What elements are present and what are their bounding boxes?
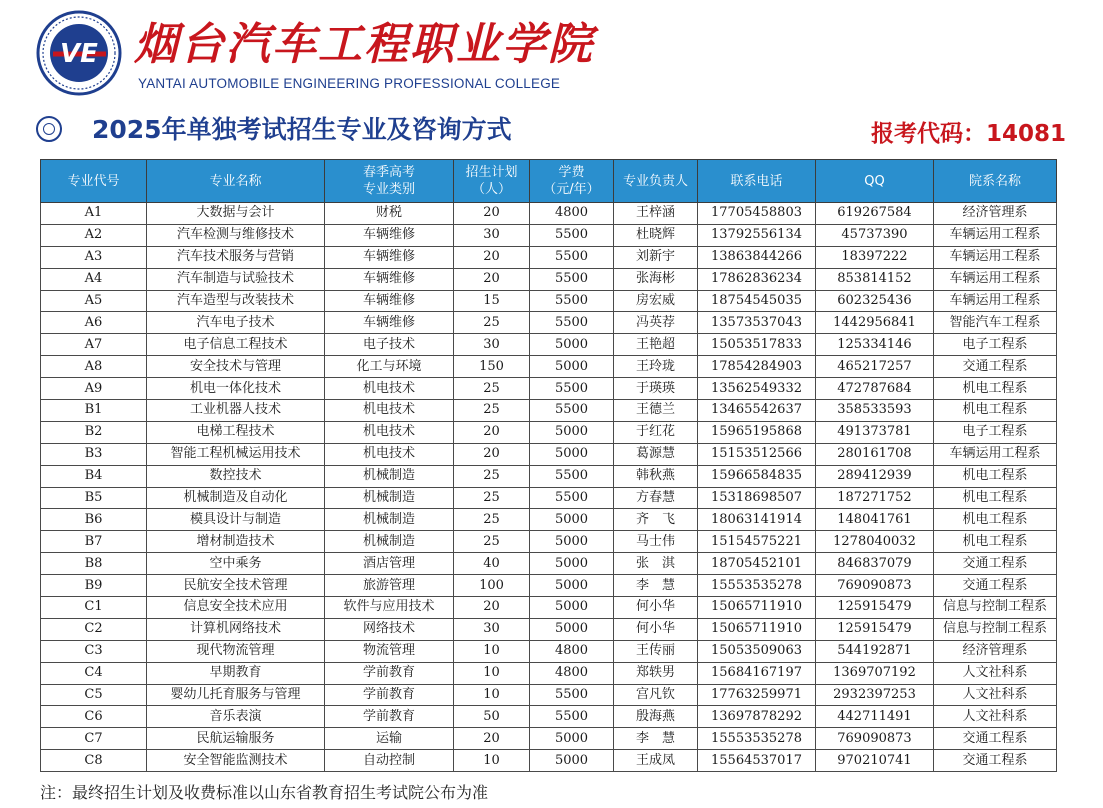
cell-qq: 544192871 [816,640,934,662]
table-body [41,203,1057,772]
cell-qq: 289412939 [816,465,934,487]
cell-phone: 15553535278 [698,728,816,750]
cell-code: A9 [41,378,147,400]
cell-qq: 769090873 [816,575,934,597]
cell-dept: 车辆运用工程系 [934,224,1057,246]
cell-major-name: 工业机器人技术 [147,400,325,422]
cell-fee: 5500 [530,465,614,487]
cell-fee: 5000 [530,728,614,750]
cell-code: A7 [41,334,147,356]
cell-leader: 杜晓辉 [614,224,698,246]
cell-fee: 5500 [530,487,614,509]
cell-qq: 358533593 [816,400,934,422]
cell-plan: 20 [454,728,530,750]
cell-dept: 交通工程系 [934,553,1057,575]
cell-qq: 602325436 [816,290,934,312]
cell-major-name: 汽车造型与改装技术 [147,290,325,312]
cell-code: A3 [41,246,147,268]
cell-major-name: 现代物流管理 [147,640,325,662]
cell-dept: 人文社科系 [934,684,1057,706]
cell-plan: 20 [454,268,530,290]
cell-major-name: 机电一体化技术 [147,378,325,400]
cell-leader: 马士伟 [614,531,698,553]
table-row [41,684,1057,706]
college-emblem-icon [36,10,122,96]
cell-code: B8 [41,553,147,575]
cell-phone: 18063141914 [698,509,816,531]
cell-category: 酒店管理 [325,553,454,575]
col-header-qq: QQ [816,160,934,203]
cell-fee: 5000 [530,334,614,356]
table-row [41,728,1057,750]
cell-qq: 18397222 [816,246,934,268]
cell-phone: 15564537017 [698,750,816,772]
cell-plan: 25 [454,400,530,422]
cell-fee: 5000 [530,356,614,378]
cell-plan: 20 [454,421,530,443]
cell-plan: 100 [454,575,530,597]
cell-fee: 5500 [530,312,614,334]
cell-leader: 齐 飞 [614,509,698,531]
cell-major-name: 大数据与会计 [147,203,325,225]
col-header-dept: 院系名称 [934,160,1057,203]
cell-category: 自动控制 [325,750,454,772]
cell-dept: 交通工程系 [934,750,1057,772]
cell-category: 旅游管理 [325,575,454,597]
cell-category: 电子技术 [325,334,454,356]
table-row [41,640,1057,662]
cell-code: A6 [41,312,147,334]
cell-leader: 王德兰 [614,400,698,422]
cell-code: A8 [41,356,147,378]
cell-major-name: 电梯工程技术 [147,421,325,443]
table-header-row [41,160,1057,203]
cell-plan: 10 [454,640,530,662]
table-row [41,575,1057,597]
cell-qq: 45737390 [816,224,934,246]
cell-qq: 491373781 [816,421,934,443]
cell-major-name: 安全智能监测技术 [147,750,325,772]
table-row [41,487,1057,509]
cell-category: 车辆维修 [325,312,454,334]
cell-dept: 信息与控制工程系 [934,618,1057,640]
cell-fee: 5500 [530,684,614,706]
cell-phone: 15965195868 [698,421,816,443]
cell-qq: 280161708 [816,443,934,465]
cell-code: A5 [41,290,147,312]
cell-leader: 房宏威 [614,290,698,312]
cell-phone: 15065711910 [698,618,816,640]
cell-category: 学前教育 [325,706,454,728]
cell-leader: 殷海燕 [614,706,698,728]
table-row [41,400,1057,422]
cell-phone: 17705458803 [698,203,816,225]
table-row [41,509,1057,531]
cell-plan: 20 [454,203,530,225]
table-row [41,378,1057,400]
cell-major-name: 汽车技术服务与营销 [147,246,325,268]
cell-plan: 50 [454,706,530,728]
cell-qq: 853814152 [816,268,934,290]
cell-major-name: 机械制造及自动化 [147,487,325,509]
cell-qq: 1278040032 [816,531,934,553]
cell-major-name: 安全技术与管理 [147,356,325,378]
cell-dept: 交通工程系 [934,356,1057,378]
title-row [36,112,1066,152]
table-row [41,750,1057,772]
cell-qq: 125915479 [816,618,934,640]
cell-leader: 何小华 [614,597,698,619]
cell-qq: 1369707192 [816,662,934,684]
cell-code: C5 [41,684,147,706]
cell-qq: 2932397253 [816,684,934,706]
cell-category: 车辆维修 [325,290,454,312]
cell-plan: 20 [454,246,530,268]
cell-qq: 187271752 [816,487,934,509]
table-row [41,356,1057,378]
table-row [41,597,1057,619]
cell-category: 机械制造 [325,531,454,553]
cell-qq: 125915479 [816,597,934,619]
cell-phone: 13863844266 [698,246,816,268]
cell-qq: 465217257 [816,356,934,378]
cell-leader: 方春慧 [614,487,698,509]
cell-major-name: 增材制造技术 [147,531,325,553]
cell-fee: 5000 [530,509,614,531]
cell-code: B7 [41,531,147,553]
cell-leader: 王传丽 [614,640,698,662]
cell-plan: 30 [454,334,530,356]
cell-fee: 5500 [530,378,614,400]
cell-leader: 宫凡钦 [614,684,698,706]
apply-code: 报考代码：14081 [870,121,1066,147]
cell-code: C7 [41,728,147,750]
cell-dept: 机电工程系 [934,400,1057,422]
cell-code: C1 [41,597,147,619]
cell-qq: 1442956841 [816,312,934,334]
cell-dept: 车辆运用工程系 [934,246,1057,268]
cell-qq: 619267584 [816,203,934,225]
table-row [41,224,1057,246]
table-row [41,246,1057,268]
cell-plan: 25 [454,465,530,487]
cell-fee: 5000 [530,618,614,640]
cell-phone: 15153512566 [698,443,816,465]
table-row [41,531,1057,553]
cell-plan: 15 [454,290,530,312]
cell-major-name: 汽车电子技术 [147,312,325,334]
cell-major-name: 空中乘务 [147,553,325,575]
cell-fee: 5500 [530,246,614,268]
cell-plan: 40 [454,553,530,575]
cell-plan: 20 [454,443,530,465]
table-row [41,290,1057,312]
cell-major-name: 计算机网络技术 [147,618,325,640]
cell-phone: 13792556134 [698,224,816,246]
majors-table [40,159,1057,772]
cell-qq: 148041761 [816,509,934,531]
cell-dept: 经济管理系 [934,640,1057,662]
cell-fee: 5000 [530,750,614,772]
cell-plan: 25 [454,378,530,400]
cell-qq: 442711491 [816,706,934,728]
cell-leader: 王艳超 [614,334,698,356]
cell-qq: 970210741 [816,750,934,772]
cell-qq: 846837079 [816,553,934,575]
page-title: 2025年单独考试招生专业及咨询方式 [92,115,512,144]
col-header-leader: 专业负责人 [614,160,698,203]
cell-phone: 13562549332 [698,378,816,400]
cell-category: 网络技术 [325,618,454,640]
cell-plan: 20 [454,597,530,619]
table-row [41,203,1057,225]
cell-category: 机械制造 [325,509,454,531]
cell-fee: 5000 [530,575,614,597]
cell-dept: 经济管理系 [934,203,1057,225]
cell-category: 学前教育 [325,662,454,684]
cell-code: B1 [41,400,147,422]
cell-leader: 张海彬 [614,268,698,290]
cell-category: 机电技术 [325,421,454,443]
cell-fee: 4800 [530,203,614,225]
table-row [41,312,1057,334]
cell-leader: 于瑛瑛 [614,378,698,400]
cell-phone: 15966584835 [698,465,816,487]
cell-fee: 5500 [530,290,614,312]
cell-code: C3 [41,640,147,662]
school-name-cn: 烟台汽车工程职业学院 [134,19,594,70]
cell-major-name: 汽车制造与试验技术 [147,268,325,290]
cell-plan: 10 [454,750,530,772]
cell-phone: 17854284903 [698,356,816,378]
cell-code: C4 [41,662,147,684]
cell-dept: 电子工程系 [934,421,1057,443]
cell-leader: 王梓涵 [614,203,698,225]
cell-qq: 769090873 [816,728,934,750]
cell-plan: 25 [454,487,530,509]
table-row [41,443,1057,465]
cell-code: B3 [41,443,147,465]
cell-phone: 15053517833 [698,334,816,356]
col-header-category: 春季高考 专业类别 [325,160,454,203]
cell-qq: 472787684 [816,378,934,400]
cell-code: C6 [41,706,147,728]
cell-phone: 15318698507 [698,487,816,509]
cell-category: 车辆维修 [325,268,454,290]
cell-major-name: 民航安全技术管理 [147,575,325,597]
cell-dept: 电子工程系 [934,334,1057,356]
cell-plan: 30 [454,618,530,640]
table-row [41,334,1057,356]
cell-plan: 25 [454,312,530,334]
cell-leader: 刘新宇 [614,246,698,268]
col-header-fee: 学费 （元/年） [530,160,614,203]
cell-category: 财税 [325,203,454,225]
cell-dept: 机电工程系 [934,509,1057,531]
cell-fee: 5000 [530,597,614,619]
cell-category: 化工与环境 [325,356,454,378]
cell-code: B5 [41,487,147,509]
school-name-en: YANTAI AUTOMOBILE ENGINEERING PROFESSIONAL COLLEGE [138,76,561,91]
cell-major-name: 婴幼儿托育服务与管理 [147,684,325,706]
cell-fee: 5000 [530,531,614,553]
cell-category: 机电技术 [325,400,454,422]
cell-code: A2 [41,224,147,246]
cell-category: 车辆维修 [325,246,454,268]
cell-phone: 15684167197 [698,662,816,684]
cell-major-name: 电子信息工程技术 [147,334,325,356]
cell-dept: 机电工程系 [934,531,1057,553]
cell-plan: 10 [454,684,530,706]
cell-dept: 机电工程系 [934,465,1057,487]
cell-category: 物流管理 [325,640,454,662]
cell-phone: 17862836234 [698,268,816,290]
cell-category: 机械制造 [325,465,454,487]
cell-fee: 5000 [530,553,614,575]
cell-major-name: 信息安全技术应用 [147,597,325,619]
logo-letters: VE [60,39,98,69]
cell-code: B4 [41,465,147,487]
cell-major-name: 民航运输服务 [147,728,325,750]
cell-plan: 25 [454,531,530,553]
cell-phone: 18705452101 [698,553,816,575]
cell-phone: 15065711910 [698,597,816,619]
cell-plan: 150 [454,356,530,378]
cell-dept: 交通工程系 [934,575,1057,597]
cell-fee: 5500 [530,224,614,246]
cell-category: 机电技术 [325,443,454,465]
cell-leader: 李 慧 [614,575,698,597]
cell-code: A1 [41,203,147,225]
cell-phone: 18754545035 [698,290,816,312]
footnote: 注：最终招生计划及收费标准以山东省教育招生考试院公布为准 [40,783,489,802]
cell-code: C2 [41,618,147,640]
cell-fee: 5500 [530,706,614,728]
col-header-phone: 联系电话 [698,160,816,203]
cell-dept: 交通工程系 [934,728,1057,750]
table-row [41,662,1057,684]
col-header-plan: 招生计划 （人） [454,160,530,203]
cell-category: 软件与应用技术 [325,597,454,619]
cell-major-name: 模具设计与制造 [147,509,325,531]
table-row [41,465,1057,487]
cell-dept: 机电工程系 [934,378,1057,400]
cell-phone: 17763259971 [698,684,816,706]
cell-phone: 15553535278 [698,575,816,597]
cell-qq: 125334146 [816,334,934,356]
cell-dept: 机电工程系 [934,487,1057,509]
table-row [41,553,1057,575]
cell-leader: 李 慧 [614,728,698,750]
table-row [41,706,1057,728]
cell-dept: 人文社科系 [934,706,1057,728]
table-row [41,618,1057,640]
cell-dept: 车辆运用工程系 [934,443,1057,465]
cell-major-name: 音乐表演 [147,706,325,728]
cell-leader: 张 淇 [614,553,698,575]
cell-leader: 何小华 [614,618,698,640]
cell-category: 车辆维修 [325,224,454,246]
cell-phone: 13573537043 [698,312,816,334]
table-row [41,421,1057,443]
cell-dept: 信息与控制工程系 [934,597,1057,619]
cell-code: B6 [41,509,147,531]
table-row [41,268,1057,290]
cell-category: 机械制造 [325,487,454,509]
cell-phone: 13465542637 [698,400,816,422]
cell-major-name: 数控技术 [147,465,325,487]
cell-leader: 王成凤 [614,750,698,772]
cell-code: B2 [41,421,147,443]
cell-leader: 冯英荐 [614,312,698,334]
cell-leader: 葛源慧 [614,443,698,465]
cell-plan: 10 [454,662,530,684]
cell-category: 机电技术 [325,378,454,400]
cell-phone: 13697878292 [698,706,816,728]
cell-major-name: 汽车检测与维修技术 [147,224,325,246]
cell-leader: 韩秋燕 [614,465,698,487]
cell-major-name: 智能工程机械运用技术 [147,443,325,465]
college-logo [36,10,594,96]
cell-leader: 郑轶男 [614,662,698,684]
cell-fee: 4800 [530,662,614,684]
cell-fee: 4800 [530,640,614,662]
cell-code: B9 [41,575,147,597]
cell-code: A4 [41,268,147,290]
cell-fee: 5000 [530,421,614,443]
cell-dept: 人文社科系 [934,662,1057,684]
cell-plan: 30 [454,224,530,246]
cell-category: 学前教育 [325,684,454,706]
col-header-code: 专业代号 [41,160,147,203]
cell-fee: 5500 [530,268,614,290]
cell-code: C8 [41,750,147,772]
cell-dept: 智能汽车工程系 [934,312,1057,334]
cell-dept: 车辆运用工程系 [934,290,1057,312]
cell-phone: 15154575221 [698,531,816,553]
cell-fee: 5500 [530,400,614,422]
cell-category: 运输 [325,728,454,750]
cell-leader: 于红花 [614,421,698,443]
circle-bullet-icon [36,116,62,142]
cell-plan: 25 [454,509,530,531]
cell-dept: 车辆运用工程系 [934,268,1057,290]
cell-leader: 王玲珑 [614,356,698,378]
col-header-name: 专业名称 [147,160,325,203]
cell-fee: 5000 [530,443,614,465]
cell-major-name: 早期教育 [147,662,325,684]
cell-phone: 15053509063 [698,640,816,662]
